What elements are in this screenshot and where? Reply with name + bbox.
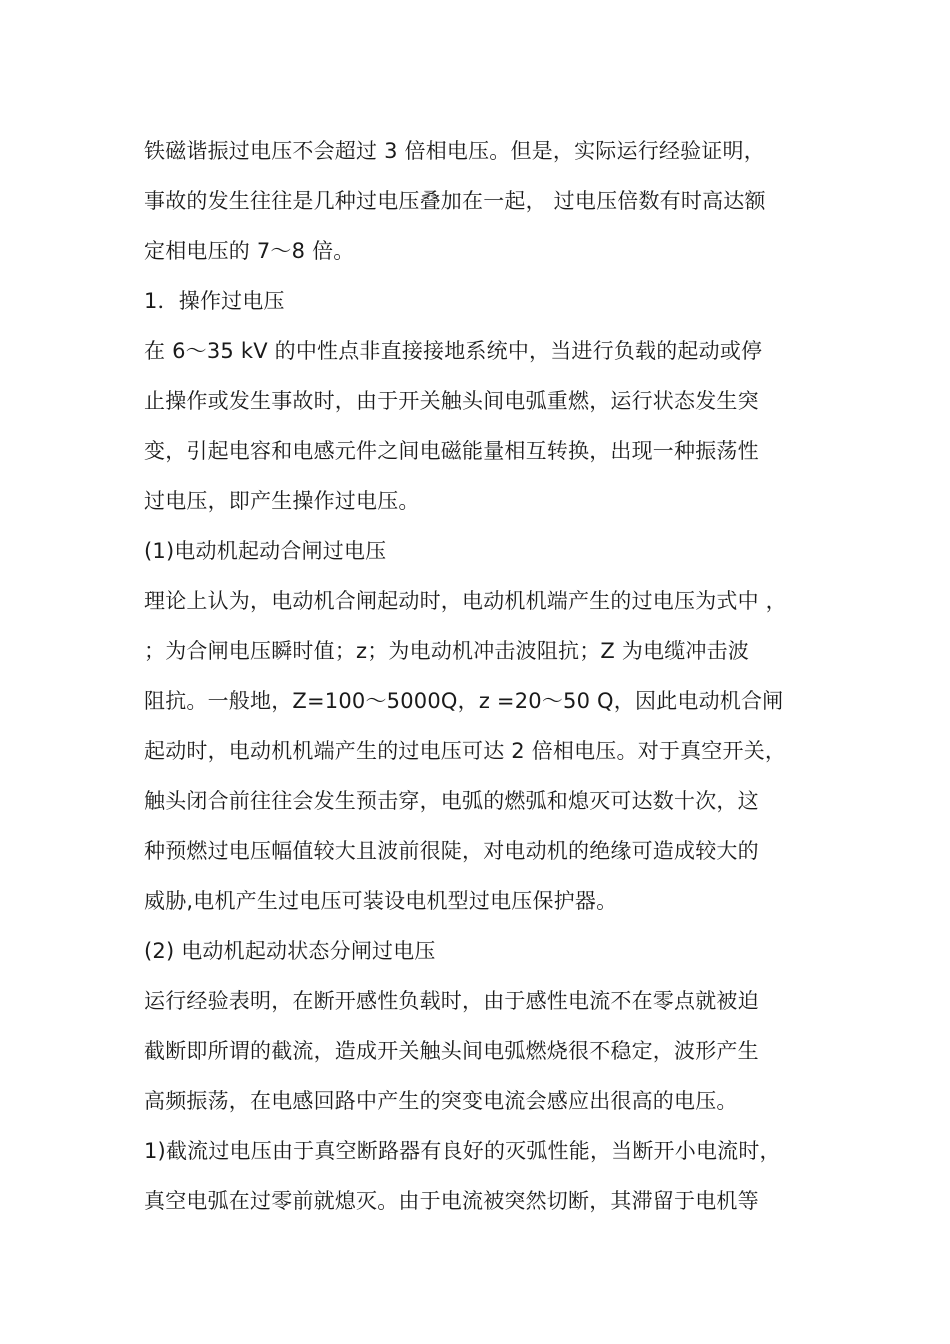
text-line: 真空电弧在过零前就熄灭。由于电流被突然切断，其滞留于电机等 [144,1189,759,1213]
text-line: 止操作或发生事故时，由于开关触头间电弧重燃，运行状态发生突 [144,389,759,413]
text-line: 种预燃过电压幅值较大且波前很陡，对电动机的绝缘可造成较大的 [144,839,759,863]
text-line: 1)截流过电压由于真空断路器有良好的灭弧性能，当断开小电流时， [144,1139,781,1163]
text-line: ；为合闸电压瞬时值；z；为电动机冲击波阻抗；Z 为电缆冲击波 [144,639,750,663]
text-line: 过电压，即产生操作过电压。 [144,489,420,513]
text-line: 定相电压的 7～8 倍。 [144,239,355,263]
text-line: 在 6～35 kV 的中性点非直接接地系统中，当进行负载的起动或停 [144,339,763,363]
text-line: 运行经验表明，在断开感性负载时，由于感性电流不在零点就被迫 [144,989,759,1013]
section-heading: 1．操作过电压 [144,289,285,313]
subsection-heading: (1)电动机起动合闸过电压 [144,539,387,563]
text-line: 阻抗。一般地，Z=100～5000Q，z =20～50 Q，因此电动机合闸 [144,689,784,713]
subsection-heading: (2) 电动机起动状态分闸过电压 [144,939,436,963]
text-line: 铁磁谐振过电压不会超过 3 倍相电压。但是，实际运行经验证明， [144,139,765,163]
text-line: 高频振荡，在电感回路中产生的突变电流会感应出很高的电压。 [144,1089,738,1113]
text-line: 变，引起电容和电感元件之间电磁能量相互转换，出现一种振荡性 [144,439,759,463]
text-line: 理论上认为，电动机合闸起动时，电动机机端产生的过电压为式中 ， [144,589,787,613]
text-line: 截断即所谓的截流，造成开关触头间电弧燃烧很不稳定，波形产生 [144,1039,759,1063]
text-line: 触头闭合前往往会发生预击穿，电弧的燃弧和熄灭可达数十次，这 [144,789,759,813]
text-line: 威胁,电机产生过电压可装设电机型过电压保护器。 [144,889,618,913]
document-body [144,126,844,1226]
text-line: 事故的发生往往是几种过电压叠加在一起， 过电压倍数有时高达额 [144,189,766,213]
text-line: 起动时，电动机机端产生的过电压可达 2 倍相电压。对于真空开关， [144,739,787,763]
